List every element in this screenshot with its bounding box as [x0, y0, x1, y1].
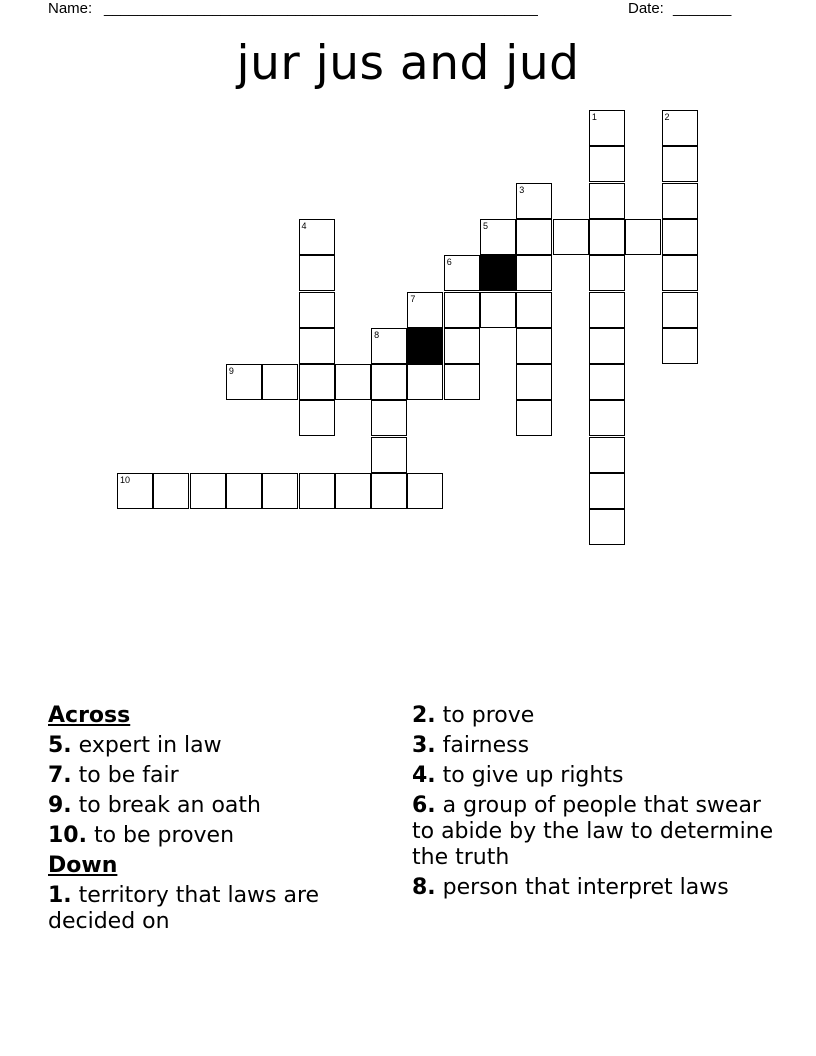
- grid-cell[interactable]: [662, 292, 698, 328]
- grid-cell[interactable]: [589, 110, 625, 146]
- grid-cell[interactable]: [589, 292, 625, 328]
- grid-cell[interactable]: [153, 473, 189, 509]
- grid-cell[interactable]: [444, 292, 480, 328]
- across-heading: Across: [48, 703, 131, 728]
- grid-cell[interactable]: [516, 400, 552, 436]
- clue-item-number: 8.: [412, 875, 436, 900]
- grid-cell[interactable]: [371, 364, 407, 400]
- grid-cell[interactable]: [589, 255, 625, 291]
- grid-cell[interactable]: [299, 400, 335, 436]
- clue-item: [48, 763, 378, 789]
- grid-cell[interactable]: [480, 292, 516, 328]
- grid-cell[interactable]: [589, 328, 625, 364]
- grid-cell[interactable]: [589, 364, 625, 400]
- black-cell: [480, 255, 516, 291]
- grid-cell[interactable]: [516, 328, 552, 364]
- clue-number: 9: [228, 366, 234, 377]
- clue-item-number: 5.: [48, 733, 72, 758]
- grid-cell[interactable]: [589, 400, 625, 436]
- clue-item-text: fairness: [435, 733, 530, 758]
- clue-number: 2: [664, 112, 670, 122]
- clue-item-text: to be fair: [71, 763, 179, 788]
- grid-cell[interactable]: [335, 473, 371, 509]
- grid-cell[interactable]: [407, 364, 443, 400]
- name-blank-line[interactable]: ____________________________________________________: [104, 0, 538, 17]
- clue-item-number: 4.: [412, 763, 436, 788]
- clue-number: 1: [591, 112, 597, 122]
- grid-cell[interactable]: [516, 364, 552, 400]
- grid-cell[interactable]: [262, 473, 298, 509]
- clues-right-column: [412, 703, 782, 905]
- grid-cell[interactable]: [589, 183, 625, 219]
- clue-item: [412, 793, 782, 871]
- grid-cell[interactable]: [662, 183, 698, 219]
- date-blank-line[interactable]: _______: [673, 0, 732, 17]
- clue-number: 3: [519, 184, 525, 195]
- black-cell: [407, 328, 443, 364]
- clue-item: [48, 733, 378, 759]
- grid-cell[interactable]: [589, 146, 625, 182]
- grid-cell[interactable]: [589, 219, 625, 255]
- grid-cell[interactable]: [190, 473, 226, 509]
- clue-item: [412, 703, 782, 729]
- grid-cell[interactable]: [444, 364, 480, 400]
- down-heading: Down: [48, 853, 118, 878]
- clue-item: [412, 875, 782, 901]
- grid-cell[interactable]: [226, 473, 262, 509]
- grid-cell[interactable]: [407, 292, 443, 328]
- grid-cell[interactable]: [299, 255, 335, 291]
- clue-item-text: a group of people that swear to abide by the law to determine the truth: [412, 793, 774, 870]
- grid-cell[interactable]: [553, 219, 589, 255]
- clue-number: 10: [120, 475, 131, 485]
- clue-number: 7: [410, 293, 416, 304]
- clue-item: [412, 763, 782, 789]
- clue-item-text: to be proven: [86, 823, 235, 848]
- clue-item-number: 3.: [412, 733, 436, 758]
- grid-cell[interactable]: [589, 509, 625, 545]
- puzzle-title: jur jus and jud: [236, 36, 580, 91]
- grid-cell[interactable]: [262, 364, 298, 400]
- clue-item: [48, 883, 378, 935]
- clue-item: [412, 733, 782, 759]
- grid-cell[interactable]: [371, 328, 407, 364]
- clue-item-text: expert in law: [71, 733, 222, 758]
- clue-item-number: 2.: [412, 703, 436, 728]
- grid-cell[interactable]: [299, 364, 335, 400]
- grid-cell[interactable]: [662, 328, 698, 364]
- clue-item-text: territory that laws are decided on: [48, 883, 320, 934]
- grid-cell[interactable]: [589, 437, 625, 473]
- clue-number: 8: [374, 329, 380, 340]
- grid-cell[interactable]: [407, 473, 443, 509]
- clue-item-text: to give up rights: [435, 763, 624, 788]
- grid-cell[interactable]: [516, 292, 552, 328]
- clue-item: [48, 823, 378, 849]
- down-clue-list-continued: [412, 703, 782, 901]
- clue-number: 4: [301, 220, 307, 231]
- grid-cell[interactable]: [589, 473, 625, 509]
- grid-cell[interactable]: [299, 292, 335, 328]
- clue-item-number: 10.: [48, 823, 87, 848]
- across-clue-list: [48, 733, 378, 849]
- grid-cell[interactable]: [299, 328, 335, 364]
- date-label: Date:: [628, 0, 664, 17]
- name-label: Name:: [48, 0, 93, 17]
- clue-item-text: to break an oath: [71, 793, 261, 818]
- grid-cell[interactable]: [299, 473, 335, 509]
- clue-number: 5: [483, 220, 489, 231]
- grid-cell[interactable]: [662, 110, 698, 146]
- grid-cell[interactable]: [444, 255, 480, 291]
- grid-cell[interactable]: [226, 364, 262, 400]
- grid-cell[interactable]: [662, 219, 698, 255]
- clue-item-text: to prove: [435, 703, 535, 728]
- clue-item-number: 9.: [48, 793, 72, 818]
- grid-cell[interactable]: [117, 473, 153, 509]
- clue-item: [48, 793, 378, 819]
- grid-cell[interactable]: [371, 400, 407, 436]
- down-clue-list: [48, 883, 378, 935]
- clue-item-text: person that interpret laws: [435, 875, 729, 900]
- grid-cell[interactable]: [444, 328, 480, 364]
- clues-left-column: [48, 703, 378, 939]
- grid-cell[interactable]: [516, 183, 552, 219]
- grid-cell[interactable]: [371, 473, 407, 509]
- grid-cell[interactable]: [371, 437, 407, 473]
- grid-cell[interactable]: [335, 364, 371, 400]
- grid-cell[interactable]: [662, 146, 698, 182]
- grid-cell[interactable]: [299, 219, 335, 255]
- clue-item-number: 1.: [48, 883, 72, 908]
- grid-cell[interactable]: [516, 255, 552, 291]
- grid-cell[interactable]: [625, 219, 661, 255]
- clue-number: 6: [446, 257, 452, 268]
- clue-item-number: 7.: [48, 763, 72, 788]
- grid-cell[interactable]: [516, 219, 552, 255]
- grid-cell[interactable]: [662, 255, 698, 291]
- clue-item-number: 6.: [412, 793, 436, 818]
- grid-cell[interactable]: [480, 219, 516, 255]
